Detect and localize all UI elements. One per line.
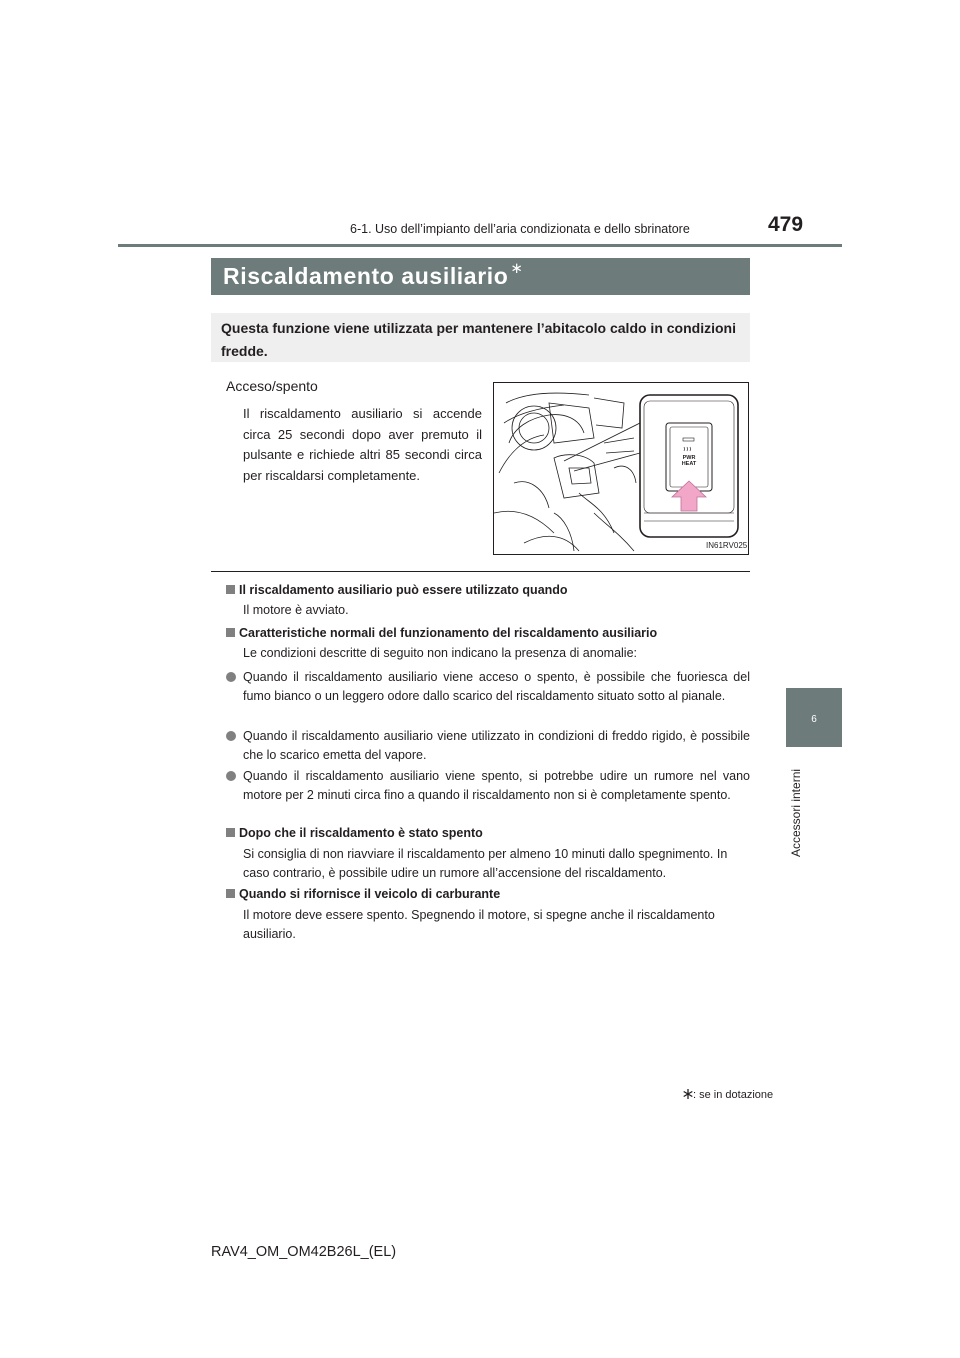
list-item bbox=[225, 727, 750, 764]
title-text: Riscaldamento ausiliario bbox=[223, 263, 509, 289]
section-heading-text: Caratteristiche normali del funzionamento del riscaldamento ausiliario bbox=[239, 626, 658, 640]
illustration bbox=[493, 382, 749, 555]
section-heading-text: Quando si rifornisce il veicolo di carburante bbox=[239, 887, 501, 901]
section-heading bbox=[226, 887, 500, 901]
section-text: Il motore è avviato. bbox=[243, 603, 349, 617]
circle-bullet-icon bbox=[226, 731, 236, 741]
intro-text: Questa funzione viene utilizzata per mantenere l’abitacolo caldo in condizioni fredde. bbox=[221, 320, 736, 359]
on-off-heading: Acceso/spento bbox=[226, 378, 318, 394]
square-bullet-icon bbox=[226, 585, 235, 594]
running-header: 6-1. Uso dell’impianto dell’aria condizionata e dello sbrinatore bbox=[350, 222, 690, 236]
list-item bbox=[225, 668, 750, 705]
header-rule bbox=[118, 244, 842, 247]
square-bullet-icon bbox=[226, 628, 235, 637]
separator bbox=[211, 571, 750, 572]
asterisk-icon bbox=[683, 1089, 693, 1099]
button-label-heat: HEAT bbox=[681, 461, 697, 467]
chapter-label-text: Accessori interni bbox=[789, 768, 803, 857]
section-text: Le condizioni descritte di seguito non indicano la presenza di anomalie: bbox=[243, 646, 638, 660]
section-text: Il motore deve essere spento. Spegnendo il motore, si spegne anche il riscaldamento ausiliario. bbox=[243, 908, 715, 941]
figure-caption: IN61RV025 bbox=[706, 541, 748, 550]
list-item-text: Quando il riscaldamento ausiliario viene spento, si potrebbe udire un rumore nel vano motore per 2 minuti circa fino a quando il riscaldamento non si è completamente spento. bbox=[243, 769, 750, 802]
intro-box bbox=[211, 313, 750, 362]
circle-bullet-icon bbox=[226, 672, 236, 682]
chapter-label bbox=[785, 757, 805, 857]
optional-mark: ∗ bbox=[510, 260, 524, 277]
square-bullet-icon bbox=[226, 889, 235, 898]
button-label-pwr: PWR bbox=[682, 455, 696, 461]
list-item bbox=[225, 767, 750, 804]
footnote bbox=[683, 1089, 773, 1101]
list-item-text: Quando il riscaldamento ausiliario viene utilizzato in condizioni di freddo rigido, è possibile che lo scarico emetta del vapore. bbox=[243, 729, 750, 762]
section-heading bbox=[226, 826, 483, 840]
square-bullet-icon bbox=[226, 828, 235, 837]
circle-bullet-icon bbox=[226, 771, 236, 781]
footnote-text: : se in dotazione bbox=[693, 1089, 774, 1101]
document-code: RAV4_OM_OM42B26L_(EL) bbox=[211, 1244, 397, 1260]
on-off-text: Il riscaldamento ausiliario si accende circa 25 secondi dopo aver premuto il pulsante e richiede altri 85 secondi circa per riscaldarsi completamente. bbox=[243, 406, 482, 483]
dashboard-illustration bbox=[494, 383, 748, 554]
title-bar bbox=[211, 258, 750, 295]
section-text: Si consiglia di non riavviare il riscaldamento per almeno 10 minuti dallo spegnimento. In caso contrario, è possibile udire un rumore all’accensione del riscaldamento. bbox=[243, 847, 728, 880]
chapter-number: 6 bbox=[811, 714, 817, 725]
list-item-text: Quando il riscaldamento ausiliario viene acceso o spento, è possibile che fuoriesca del fumo bianco o un leggero odore dallo scarico del riscaldamento situato sotto al pianale. bbox=[243, 670, 750, 703]
section-heading bbox=[226, 583, 568, 597]
page-number: 479 bbox=[768, 213, 804, 236]
section-heading-text: Il riscaldamento ausiliario può essere utilizzato quando bbox=[239, 583, 568, 597]
section-heading bbox=[226, 626, 657, 640]
section-heading-text: Dopo che il riscaldamento è stato spento bbox=[239, 826, 483, 840]
page-title bbox=[223, 260, 524, 290]
chapter-tab bbox=[786, 688, 842, 747]
